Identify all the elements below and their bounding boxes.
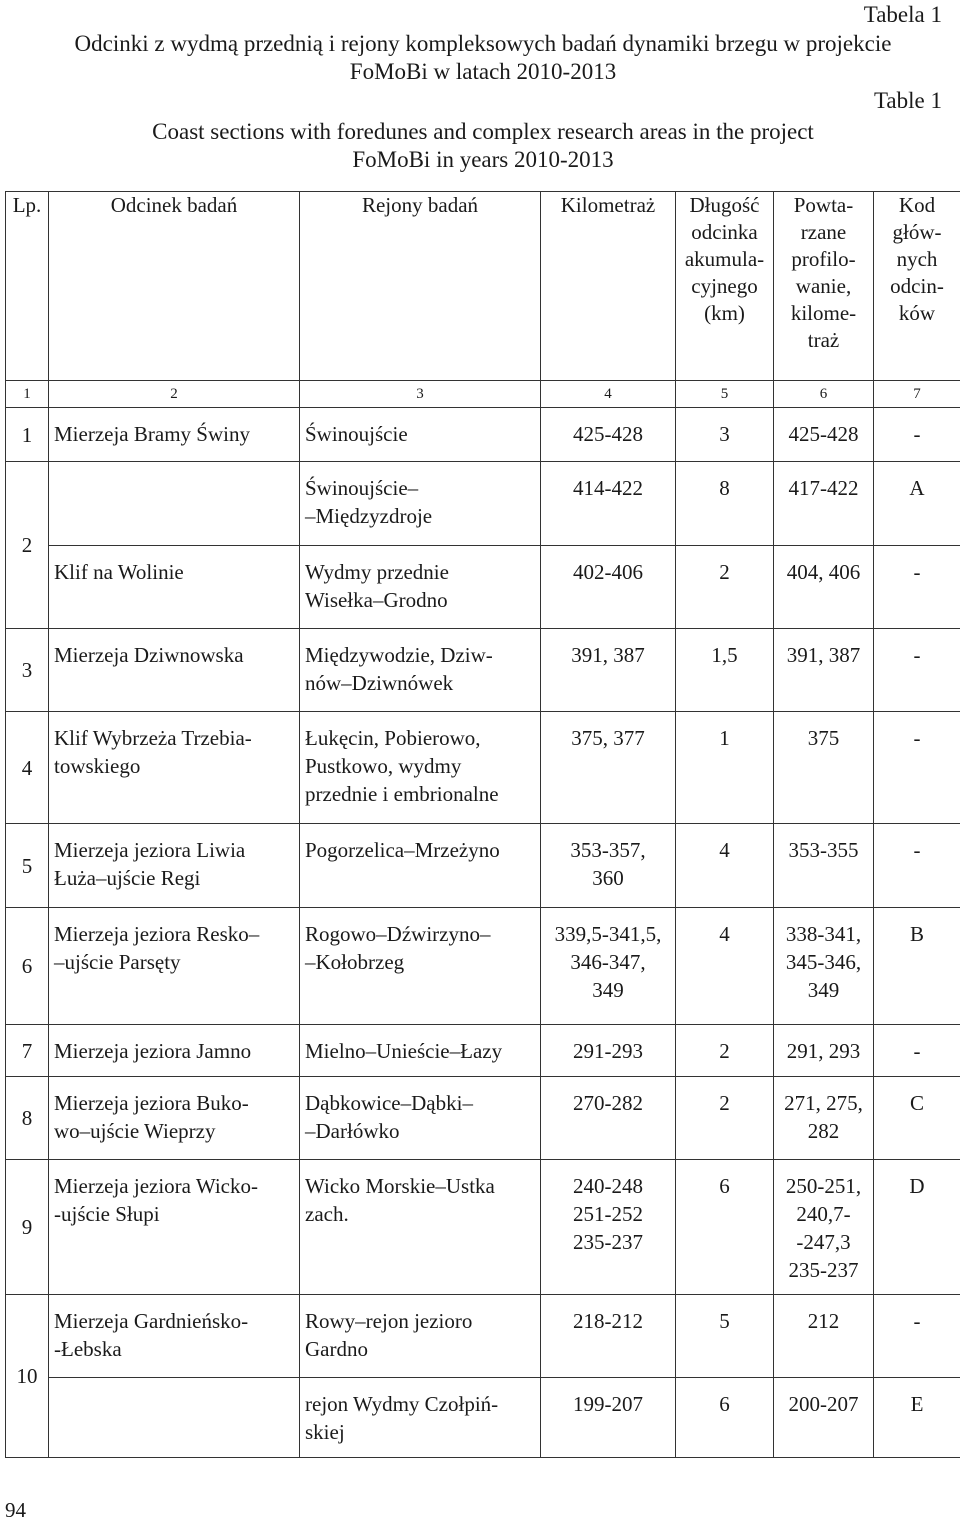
cell-kod: - bbox=[874, 546, 960, 629]
table-head bbox=[6, 192, 960, 408]
cell-line: Mierzeja jeziora Liwia bbox=[54, 838, 246, 862]
cell-line: 251-252 bbox=[573, 1202, 643, 1226]
header-line: Powta- bbox=[793, 193, 854, 217]
cell-line: Pogorzelica–Mrzeżyno bbox=[305, 838, 500, 862]
header-line: rzane bbox=[800, 220, 847, 244]
cell-line: Mielno–Unieście–Łazy bbox=[305, 1039, 503, 1063]
header-powtarzane bbox=[774, 192, 874, 381]
cell-km bbox=[541, 712, 676, 824]
caption-polish bbox=[0, 30, 960, 86]
cell-km bbox=[541, 1025, 676, 1077]
header-rejony: Rejony badań bbox=[300, 192, 541, 381]
cell-lp: 6 bbox=[6, 908, 49, 1025]
cell-kod: - bbox=[874, 712, 960, 824]
cell-line: 353-357, bbox=[570, 838, 646, 862]
cell-dl: 6 bbox=[676, 1378, 774, 1458]
cell-rejon bbox=[300, 408, 541, 462]
cell-kod: A bbox=[874, 462, 960, 546]
cell-line: 270-282 bbox=[573, 1091, 643, 1115]
cell-line: 250-251, bbox=[785, 1174, 862, 1198]
cell-line: 414-422 bbox=[573, 476, 643, 500]
cell-rejon bbox=[300, 908, 541, 1025]
caption-pl-line: Odcinki z wydmą przednią i rejony kompleksowych badań dynamiki brzegu w projekcie bbox=[74, 31, 892, 56]
cell-odcinek bbox=[49, 408, 300, 462]
cell-pk bbox=[774, 462, 874, 546]
data-table bbox=[5, 191, 960, 1458]
cell-line: –Kołobrzeg bbox=[305, 950, 405, 974]
cell-rejon bbox=[300, 462, 541, 546]
cell-line: Mierzeja Dziwnowska bbox=[54, 643, 244, 667]
cell-line: Gardno bbox=[305, 1337, 368, 1361]
cell-lp: 4 bbox=[6, 712, 49, 824]
cell-line: 200-207 bbox=[788, 1392, 859, 1416]
cell-line: 240,7- bbox=[796, 1202, 851, 1226]
cell-line: 212 bbox=[807, 1309, 840, 1333]
cell-kod: - bbox=[874, 1025, 960, 1077]
cell-kod: - bbox=[874, 1295, 960, 1378]
cell-dl: 2 bbox=[676, 546, 774, 629]
column-number: 2 bbox=[49, 381, 300, 408]
header-lp: Lp. bbox=[6, 192, 49, 381]
cell-rejon bbox=[300, 1378, 541, 1458]
header-line: (km) bbox=[704, 301, 745, 325]
cell-line: 345-346, bbox=[785, 950, 862, 974]
cell-lp: 7 bbox=[6, 1025, 49, 1077]
header-line: głów- bbox=[892, 220, 942, 244]
cell-pk bbox=[774, 824, 874, 908]
cell-dl: 1 bbox=[676, 712, 774, 824]
cell-line: Mierzeja jeziora Jamno bbox=[54, 1039, 252, 1063]
cell-odcinek bbox=[49, 1025, 300, 1077]
header-line: nych bbox=[896, 247, 938, 271]
column-number: 3 bbox=[300, 381, 541, 408]
column-number: 6 bbox=[774, 381, 874, 408]
table-row bbox=[6, 1077, 960, 1160]
column-number: 7 bbox=[874, 381, 960, 408]
cell-odcinek bbox=[49, 1378, 300, 1458]
cell-dl: 8 bbox=[676, 462, 774, 546]
cell-line: 375 bbox=[807, 726, 840, 750]
cell-line: 417-422 bbox=[788, 476, 859, 500]
cell-lp: 8 bbox=[6, 1077, 49, 1160]
cell-rejon bbox=[300, 1025, 541, 1077]
table-row bbox=[6, 824, 960, 908]
cell-line: Pustkowo, wydmy bbox=[305, 754, 462, 778]
cell-kod: D bbox=[874, 1160, 960, 1295]
cell-lp: 10 bbox=[6, 1295, 49, 1458]
cell-km bbox=[541, 546, 676, 629]
cell-pk bbox=[774, 408, 874, 462]
cell-line: 425-428 bbox=[573, 422, 643, 446]
cell-line: 218-212 bbox=[573, 1309, 643, 1333]
cell-line: Mierzeja jeziora Wicko- bbox=[54, 1174, 258, 1198]
cell-km bbox=[541, 908, 676, 1025]
cell-line: -ujście Słupi bbox=[54, 1202, 160, 1226]
cell-kod: - bbox=[874, 408, 960, 462]
cell-kod: B bbox=[874, 908, 960, 1025]
cell-line: Wisełka–Grodno bbox=[305, 588, 448, 612]
header-kilometraz: Kilometraż bbox=[541, 192, 676, 381]
cell-lp: 9 bbox=[6, 1160, 49, 1295]
header-row bbox=[6, 192, 960, 381]
cell-odcinek bbox=[49, 629, 300, 712]
cell-pk bbox=[774, 1025, 874, 1077]
cell-line: 291, 293 bbox=[786, 1039, 861, 1063]
header-line: wanie, bbox=[795, 274, 852, 298]
cell-dl: 6 bbox=[676, 1160, 774, 1295]
cell-line: -Łebska bbox=[54, 1337, 122, 1361]
cell-pk bbox=[774, 1160, 874, 1295]
cell-line: Klif na Wolinie bbox=[54, 560, 184, 584]
cell-dl: 4 bbox=[676, 908, 774, 1025]
column-number-row bbox=[6, 381, 960, 408]
cell-odcinek bbox=[49, 1295, 300, 1378]
cell-line: 339,5-341,5, bbox=[554, 922, 662, 946]
cell-line: –Darłówko bbox=[305, 1119, 400, 1143]
cell-dl: 3 bbox=[676, 408, 774, 462]
cell-line: skiej bbox=[305, 1420, 345, 1444]
table-row bbox=[6, 546, 960, 629]
header-line: kilome- bbox=[790, 301, 857, 325]
cell-line: 353-355 bbox=[788, 838, 859, 862]
cell-line: Wydmy przednie bbox=[305, 560, 449, 584]
cell-pk bbox=[774, 712, 874, 824]
cell-km bbox=[541, 462, 676, 546]
column-number: 5 bbox=[676, 381, 774, 408]
cell-line: 349 bbox=[592, 978, 624, 1002]
cell-line: -247,3 bbox=[796, 1230, 851, 1254]
table-row bbox=[6, 908, 960, 1025]
cell-rejon bbox=[300, 712, 541, 824]
cell-kod: E bbox=[874, 1378, 960, 1458]
cell-line: Rogowo–Dźwirzyno– bbox=[305, 922, 491, 946]
cell-km bbox=[541, 408, 676, 462]
column-number: 4 bbox=[541, 381, 676, 408]
tabela-label: Tabela 1 bbox=[863, 2, 942, 27]
header-line: Kod bbox=[898, 193, 936, 217]
table-row bbox=[6, 1295, 960, 1378]
table-label: Table 1 bbox=[873, 88, 942, 113]
cell-dl: 5 bbox=[676, 1295, 774, 1378]
cell-km bbox=[541, 1295, 676, 1378]
table-row bbox=[6, 712, 960, 824]
table-row bbox=[6, 1160, 960, 1295]
cell-kod: C bbox=[874, 1077, 960, 1160]
cell-dl: 2 bbox=[676, 1077, 774, 1160]
table-row bbox=[6, 1378, 960, 1458]
cell-rejon bbox=[300, 1077, 541, 1160]
cell-odcinek bbox=[49, 824, 300, 908]
caption-en-line: Coast sections with foredunes and complex research areas in the project bbox=[152, 119, 814, 144]
cell-line: przednie i embrionalne bbox=[305, 782, 499, 806]
cell-km bbox=[541, 824, 676, 908]
header-line: cyjnego bbox=[691, 274, 758, 298]
cell-line: Rowy–rejon jezioro bbox=[305, 1309, 473, 1333]
cell-line: towskiego bbox=[54, 754, 141, 778]
cell-line: 291-293 bbox=[573, 1039, 643, 1063]
cell-line: Mierzeja jeziora Buko- bbox=[54, 1091, 249, 1115]
cell-odcinek bbox=[49, 1160, 300, 1295]
cell-km bbox=[541, 629, 676, 712]
cell-line: 375, 377 bbox=[571, 726, 645, 750]
cell-rejon bbox=[300, 546, 541, 629]
header-line: ków bbox=[898, 301, 936, 325]
cell-lp: 1 bbox=[6, 408, 49, 462]
caption-pl-line: FoMoBi w latach 2010-2013 bbox=[349, 59, 617, 84]
cell-line: 360 bbox=[592, 866, 624, 890]
cell-pk bbox=[774, 629, 874, 712]
cell-line: 338-341, bbox=[785, 922, 862, 946]
page-number: 94 bbox=[5, 1498, 26, 1522]
cell-line: zach. bbox=[305, 1202, 349, 1226]
cell-rejon bbox=[300, 1295, 541, 1378]
cell-rejon bbox=[300, 1160, 541, 1295]
cell-line: Mierzeja Gardnieńsko- bbox=[54, 1309, 249, 1333]
cell-km bbox=[541, 1378, 676, 1458]
table-row bbox=[6, 629, 960, 712]
cell-odcinek bbox=[49, 546, 300, 629]
cell-kod: - bbox=[874, 629, 960, 712]
cell-line: Łuża–ujście Regi bbox=[54, 866, 201, 890]
cell-line: Świnoujście– bbox=[305, 476, 419, 500]
header-line: profilo- bbox=[791, 247, 856, 271]
cell-line: rejon Wydmy Czołpiń- bbox=[305, 1392, 499, 1416]
cell-line: Mierzeja jeziora Resko– bbox=[54, 922, 260, 946]
cell-line: 235-237 bbox=[788, 1258, 859, 1282]
cell-kod: - bbox=[874, 824, 960, 908]
cell-dl: 1,5 bbox=[676, 629, 774, 712]
table-row bbox=[6, 462, 960, 546]
cell-line: –ujście Parsęty bbox=[54, 950, 181, 974]
cell-pk bbox=[774, 1295, 874, 1378]
cell-km bbox=[541, 1160, 676, 1295]
cell-lp: 3 bbox=[6, 629, 49, 712]
cell-dl: 2 bbox=[676, 1025, 774, 1077]
cell-line: nów–Dziwnówek bbox=[305, 671, 454, 695]
header-line: akumula- bbox=[684, 247, 765, 271]
header-line: Długość bbox=[689, 193, 760, 217]
cell-line: Klif Wybrzeża Trzebia- bbox=[54, 726, 252, 750]
cell-line: Mierzeja Bramy Świny bbox=[54, 422, 250, 446]
cell-line: Łukęcin, Pobierowo, bbox=[305, 726, 481, 750]
cell-pk bbox=[774, 546, 874, 629]
cell-line: Międzywodzie, Dziw- bbox=[305, 643, 493, 667]
cell-line: Wicko Morskie–Ustka bbox=[305, 1174, 495, 1198]
cell-odcinek bbox=[49, 712, 300, 824]
cell-rejon bbox=[300, 629, 541, 712]
header-line: odcinka bbox=[691, 220, 758, 244]
cell-line: 271, 275, bbox=[784, 1091, 863, 1115]
cell-pk bbox=[774, 1077, 874, 1160]
header-dlugosc bbox=[676, 192, 774, 381]
caption-en-line: FoMoBi in years 2010-2013 bbox=[352, 147, 614, 172]
header-line: traż bbox=[807, 328, 840, 352]
table-row bbox=[6, 408, 960, 462]
cell-line: 391, 387 bbox=[786, 643, 861, 667]
cell-line: 235-237 bbox=[573, 1230, 643, 1254]
cell-line: Świnoujście bbox=[305, 422, 408, 446]
cell-odcinek bbox=[49, 462, 300, 546]
cell-odcinek bbox=[49, 908, 300, 1025]
cell-line: 404, 406 bbox=[786, 560, 861, 584]
cell-line: 240-248 bbox=[573, 1174, 643, 1198]
cell-km bbox=[541, 1077, 676, 1160]
table-row bbox=[6, 1025, 960, 1077]
cell-dl: 4 bbox=[676, 824, 774, 908]
caption-english bbox=[0, 118, 960, 174]
cell-pk bbox=[774, 908, 874, 1025]
header-kod bbox=[874, 192, 960, 381]
cell-line: 402-406 bbox=[573, 560, 643, 584]
header-line: odcin- bbox=[890, 274, 944, 298]
table-body bbox=[6, 408, 960, 1458]
cell-lp: 2 bbox=[6, 462, 49, 629]
cell-pk bbox=[774, 1378, 874, 1458]
cell-rejon bbox=[300, 824, 541, 908]
cell-line: 425-428 bbox=[788, 422, 859, 446]
cell-line: Dąbkowice–Dąbki– bbox=[305, 1091, 473, 1115]
cell-line: 199-207 bbox=[573, 1392, 643, 1416]
column-number: 1 bbox=[6, 381, 49, 408]
header-odcinek: Odcinek badań bbox=[49, 192, 300, 381]
cell-line: 349 bbox=[807, 978, 840, 1002]
cell-odcinek bbox=[49, 1077, 300, 1160]
cell-line: wo–ujście Wieprzy bbox=[54, 1119, 216, 1143]
cell-line: –Międzyzdroje bbox=[305, 504, 433, 528]
cell-line: 391, 387 bbox=[571, 643, 645, 667]
cell-line: 282 bbox=[807, 1119, 840, 1143]
cell-lp: 5 bbox=[6, 824, 49, 908]
cell-line: 346-347, bbox=[570, 950, 646, 974]
